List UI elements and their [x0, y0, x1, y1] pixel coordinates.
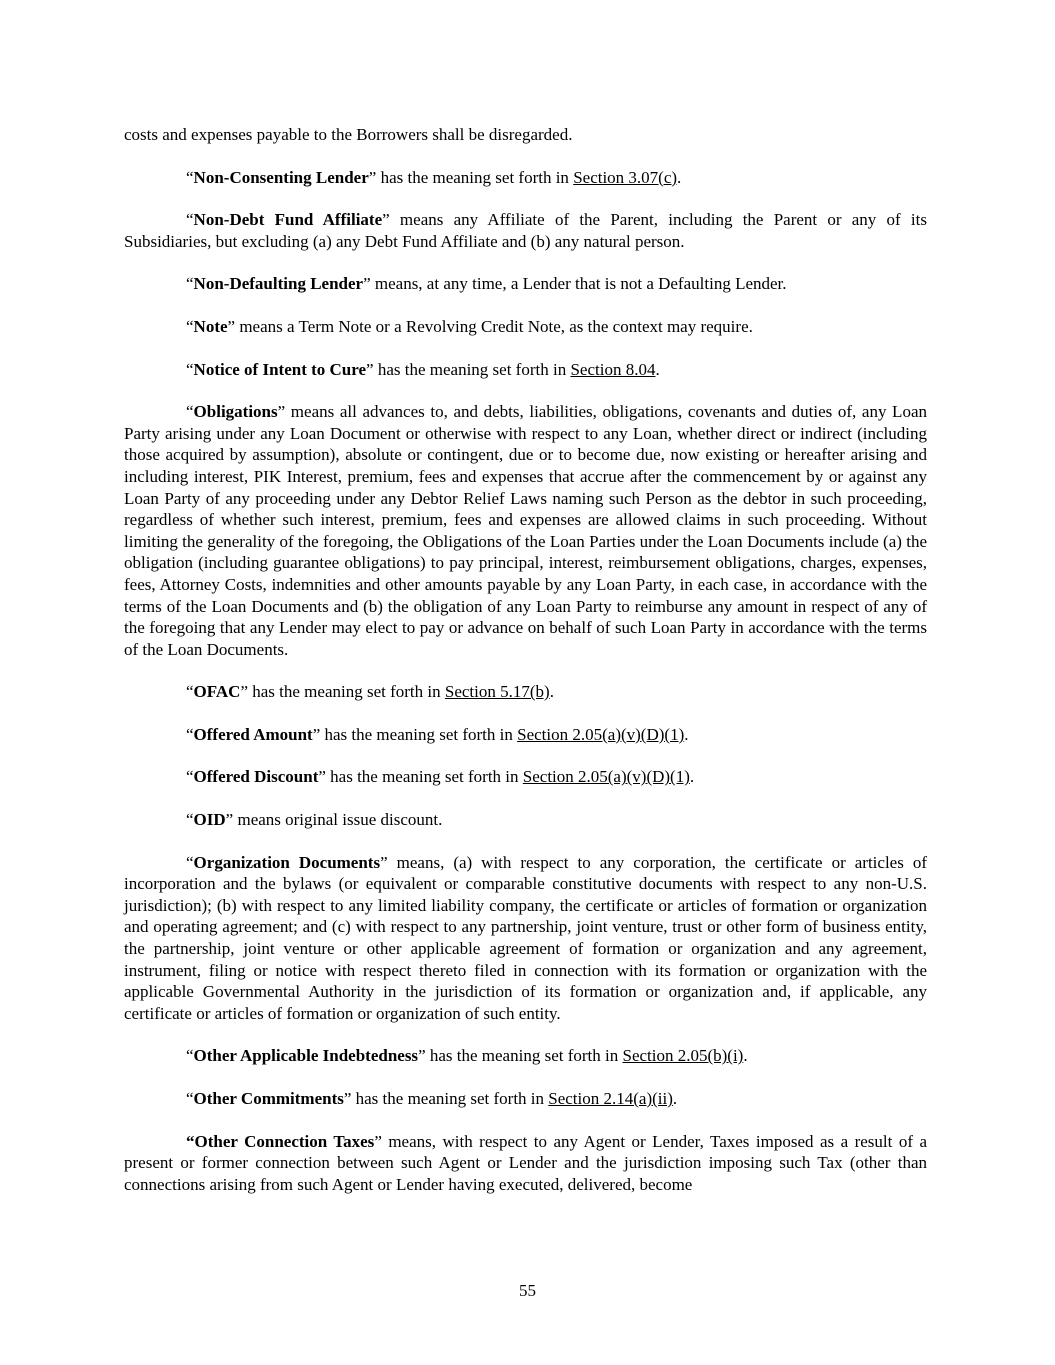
defined-term: Non-Debt Fund Affiliate [193, 210, 383, 230]
defined-term: OFAC [193, 682, 241, 702]
definitions-list [124, 167, 927, 1196]
definition-suffix: . [655, 359, 660, 379]
defined-term: Other Commitments [193, 1089, 344, 1108]
open-quote: “ [186, 359, 194, 379]
definition-suffix: . [684, 724, 689, 744]
defined-term: Non-Defaulting Lender [193, 274, 364, 294]
definition-text: has the meaning set forth in [425, 1046, 623, 1066]
definition-paragraph [124, 724, 927, 746]
definition-suffix: . [743, 1046, 748, 1066]
definition-text: has the meaning set forth in [373, 359, 571, 379]
close-quote: ” [418, 1046, 426, 1066]
close-quote: ” [368, 167, 377, 187]
definition-text: has the meaning set forth in [320, 724, 518, 744]
definition-suffix: . [549, 682, 554, 702]
open-quote: “ [186, 1089, 194, 1108]
definition-paragraph [124, 316, 927, 338]
open-quote: “ [186, 682, 194, 702]
defined-term: Offered Amount [193, 724, 313, 744]
section-reference: Section 2.05(a)(v)(D)(1) [517, 724, 685, 744]
definition-paragraph [124, 1131, 927, 1196]
open-quote: “ [186, 274, 194, 294]
open-quote: “ [186, 810, 194, 830]
definition-text: has the meaning set forth in [376, 167, 574, 187]
defined-term: Organization Documents [193, 852, 381, 872]
close-quote: ” [225, 810, 234, 830]
close-quote: ” [380, 852, 388, 872]
definition-paragraph [124, 359, 927, 381]
open-quote: “ [186, 767, 194, 787]
open-quote: “ [186, 402, 194, 422]
defined-term: “Other Connection Taxes [186, 1131, 375, 1151]
close-quote: ” [363, 274, 371, 294]
definition-paragraph [124, 1088, 927, 1110]
section-reference: Section 8.04 [570, 359, 656, 379]
definition-suffix: . [689, 767, 695, 787]
definition-text: has the meaning set forth in [351, 1089, 549, 1108]
defined-term: Note [193, 316, 228, 336]
definition-text: means, at any time, a Lender that is not a Defaulting Lender. [370, 274, 787, 294]
close-quote: ” [382, 210, 390, 230]
defined-term: Offered Discount [193, 767, 319, 787]
definition-text: means original issue discount. [233, 810, 443, 830]
definition-paragraph [124, 766, 927, 788]
defined-term: Notice of Intent to Cure [193, 359, 367, 379]
section-reference: Section 2.14(a)(ii) [548, 1089, 673, 1108]
opening-fragment: costs and expenses payable to the Borrowers shall be disregarded. [124, 125, 573, 144]
close-quote: ” [318, 767, 326, 787]
close-quote: ” [227, 316, 236, 336]
definition-paragraph [124, 209, 927, 252]
close-quote: ” [277, 402, 286, 422]
definition-text: has the meaning set forth in [325, 767, 523, 787]
section-reference: Section 2.05(a)(v)(D)(1) [522, 767, 690, 787]
close-quote: ” [374, 1131, 382, 1151]
definition-suffix: . [677, 167, 682, 187]
definition-suffix: . [672, 1089, 678, 1108]
definition-text: means any Affiliate of the Parent, including the Parent or any of its Subsidiaries, but excluding (a) any Debt Fund Affiliate and (b) any natural person. [124, 210, 927, 251]
definition-paragraph [124, 809, 927, 831]
document-page [124, 124, 927, 1216]
definition-text: means all advances to, and debts, liabilities, obligations, covenants and duties of, any Loan Party arising under any Loan Document or otherwise with respect to any Loan, whether direct or indirect (including those acquired by assumption), absolute or contingent, due or to become due, now existing or hereafter arising and including interest, PIK Interest, premium, fees and expenses that accrue after the commencement by or against any Loan Party of any proceeding under any Debtor Relief Laws naming such Person as the debtor in such proceeding, regardless of whether such interest, premium, fees and expenses are allowed claims in such proceeding. Without limiting the generality of the foregoing, the Obligations of the Loan Parties under the Loan Documents include (a) the obligation (including guarantee obligations) to pay principal, interest, reimbursement obligations, charges, expenses, fees, Attorney Costs, indemnities and other amounts payable by any Loan Party, in each case, in accordance with the terms of the Loan Documents and (b) the obligation of any Loan Party to reimburse any amount in respect of any of the foregoing that any Lender may elect to pay or advance on behalf of such Loan Party in accordance with the terms of the Loan Documents. [124, 402, 927, 659]
definition-paragraph [124, 1045, 927, 1067]
close-quote: ” [240, 682, 248, 702]
section-reference: Section 2.05(b)(i) [622, 1046, 744, 1066]
defined-term: Other Applicable Indebtedness [193, 1046, 419, 1066]
definition-paragraph [124, 273, 927, 295]
defined-term: OID [193, 810, 226, 830]
section-reference: Section 5.17(b) [444, 682, 550, 702]
defined-term: Obligations [193, 402, 278, 422]
definition-paragraph [124, 852, 927, 1025]
open-quote: “ [186, 1046, 194, 1066]
definition-paragraph [124, 681, 927, 703]
definition-text: means, with respect to any Agent or Lender, Taxes imposed as a result of a present or former connection between such Agent or Lender and the jurisdiction imposing such Tax (other than connections arising from such Agent or Lender having executed, delivered, become [124, 1131, 928, 1194]
close-quote: ” [312, 724, 321, 744]
definition-paragraph [124, 167, 927, 189]
open-quote: “ [186, 724, 194, 744]
close-quote: ” [343, 1089, 352, 1108]
open-quote: “ [186, 316, 194, 336]
section-reference: Section 3.07(c) [573, 167, 678, 187]
definition-text: means, (a) with respect to any corporation, the certificate or articles of incorporation and the bylaws (or equivalent or comparable constitutive documents with respect to any non-U.S. jurisdiction); (b) with respect to any limited liability company, the certificate or articles of formation or organization and operating agreement; and (c) with respect to any partnership, joint venture, trust or other form of business entity, the partnership, joint venture or other applicable agreement of formation or organization and any agreement, instrument, filing or notice with respect thereto filed in connection with its formation or organization with the applicable Governmental Authority in the jurisdiction of its formation or organization and, if applicable, any certificate or articles of formation or organization of such entity. [124, 852, 927, 1023]
definition-text: means a Term Note or a Revolving Credit Note, as the context may require. [235, 316, 753, 336]
defined-term: Non-Consenting Lender [193, 167, 369, 187]
close-quote: ” [366, 359, 374, 379]
open-quote: “ [186, 852, 194, 872]
open-quote: “ [186, 210, 194, 230]
definition-text: has the meaning set forth in [248, 682, 445, 702]
page-number: 55 [519, 1281, 536, 1300]
definition-paragraph [124, 401, 927, 660]
open-quote: “ [186, 167, 194, 187]
